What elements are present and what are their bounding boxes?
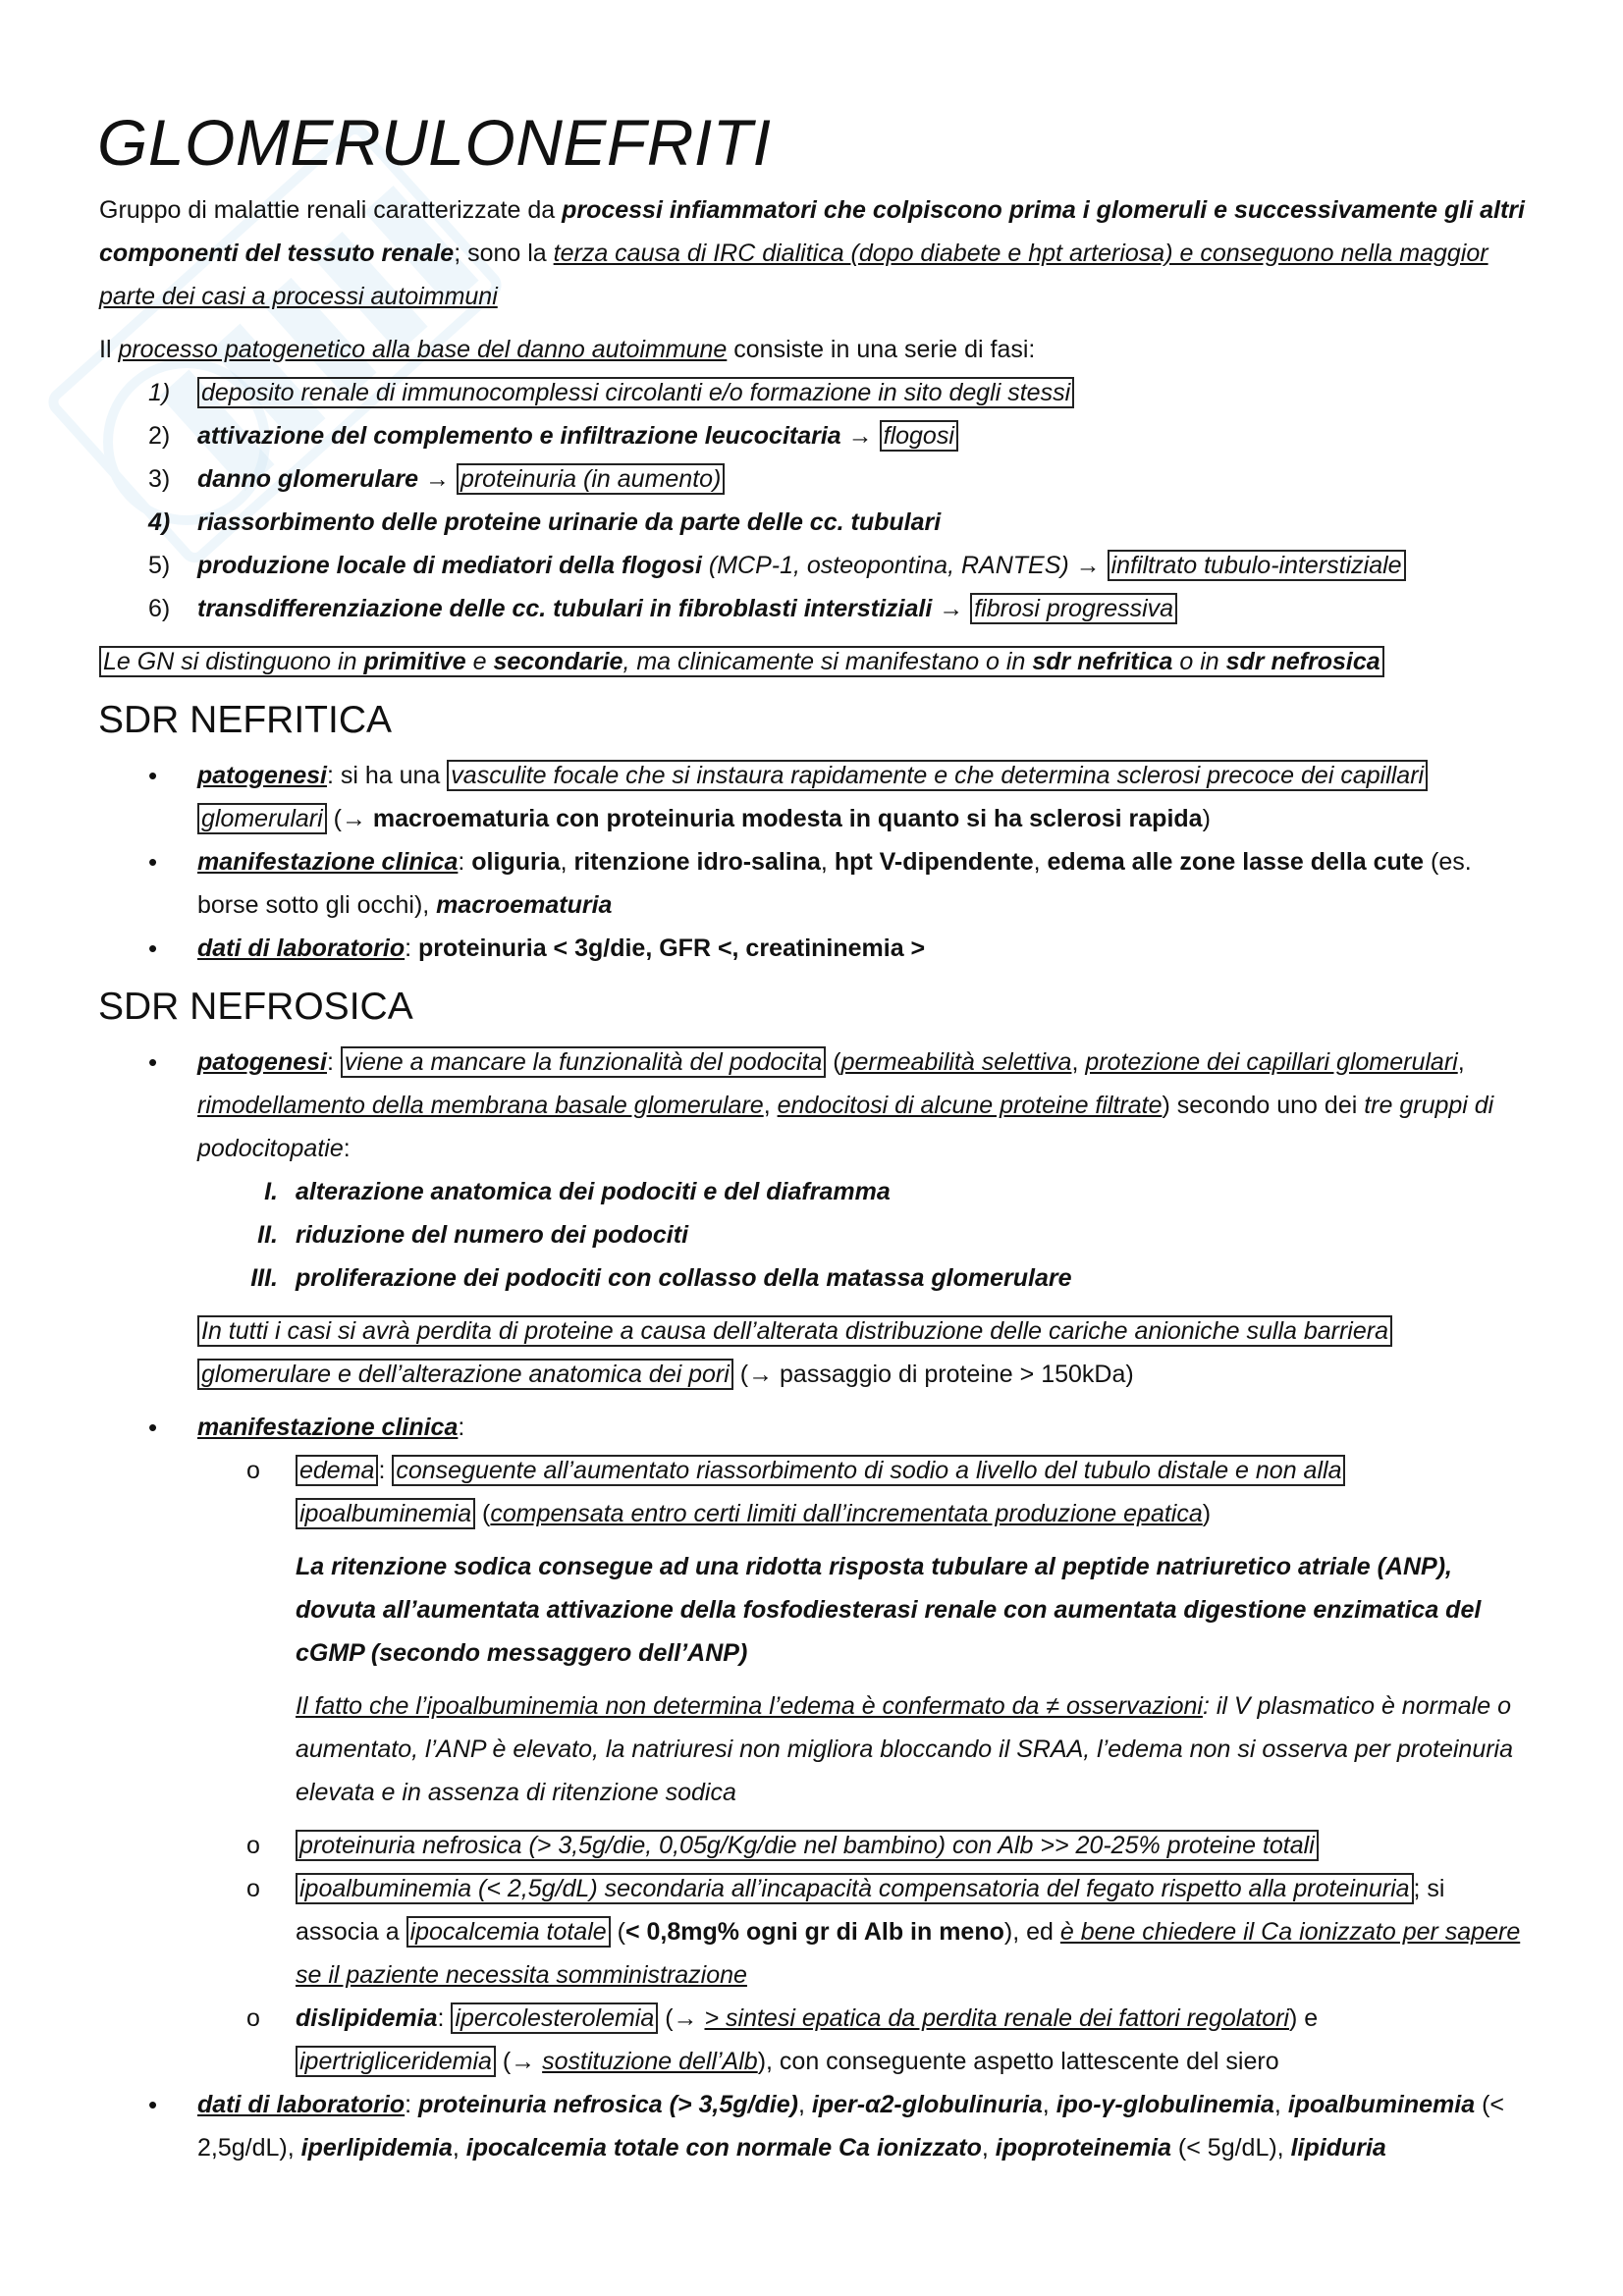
bullet-icon: • (148, 1413, 158, 1442)
nefrosica-clinica: • manifestazione clinica: (99, 1406, 1533, 1449)
section-heading-nefrosica: SDR NEFROSICA (98, 986, 413, 1028)
dislipidemia-item: o dislipidemia: ipercolesterolemia (→ > sintesi epatica da perdita renale dei fattori regolatori) e ipertrigliceridemia (→ sostituzione dell’Alb), con conseguente aspetto lattescente del siero (99, 1997, 1533, 2083)
nefrosica-patogenesi: • patogenesi: viene a mancare la funzionalità del podocita (permeabilità selettiva, protezione dei capillari glomerulari, rimodellamento della membrana basale glomerulare, endocitosi di alcune proteine filtrate) secondo uno dei tre gruppi di podocitopatie: (99, 1041, 1533, 1170)
list-item: 6) transdifferenziazione delle cc. tubulari in fibroblasti interstiziali → fibrosi progressiva (99, 587, 1533, 630)
bullet-icon: • (148, 761, 158, 790)
sub-bullet-icon: o (246, 1875, 260, 1902)
list-item: 4) riassorbimento delle proteine urinarie da parte delle cc. tubulari (148, 508, 942, 536)
bullet-icon: • (148, 934, 158, 963)
sub-bullet-icon: o (246, 1457, 260, 1484)
list-item: 1) deposito renale di immunocomplessi circolanti e/o formazione in sito degli stessi (99, 371, 1533, 414)
proteinuria-item: o proteinuria nefrosica (> 3,5g/die, 0,05g/Kg/die nel bambino) con Alb >> 20-25% proteine totali (99, 1824, 1533, 1867)
process-paragraph: Il processo patogenetico alla base del danno autoimmune consiste in una serie di fasi: (99, 336, 1036, 363)
nefrosica-protein-loss: In tutti i casi si avrà perdita di proteine a causa dell’alterata distribuzione delle cariche anioniche sulla barriera glomerulare e dell’alterazione anatomica dei pori (→ passaggio di proteine > 150kDa) (99, 1309, 1533, 1396)
list-item: I. alterazione anatomica dei podociti e del diaframma (264, 1178, 891, 1205)
document-content (99, 98, 1533, 2169)
list-item: 3) danno glomerulare → proteinuria (in aumento) (99, 457, 1533, 501)
sub-bullet-icon: o (246, 1832, 260, 1859)
edema-item: o edema : conseguente all’aumentato riassorbimento di sodio a livello del tubulo distale e non alla ipoalbuminemia (compensata entro certi limiti dall’incrementata produzione epatica) (99, 1449, 1533, 1535)
gn-classification: Le GN si distinguono in primitive e secondarie, ma clinicamente si manifestano o in sdr nefritica o in sdr nefrosica (99, 640, 1533, 683)
list-item: II. riduzione del numero dei podociti (257, 1221, 689, 1249)
ipoalbuminemia-note: Il fatto che l’ipoalbuminemia non determina l’edema è confermato da ≠ osservazioni: il V plasmatico è normale o aumentato, l’ANP è elevato, la natriuresi non migliora bloccando il SRAA, l’edema non si osserva per proteinuria elevata e in assenza di ritenzione sodica (296, 1692, 1514, 1806)
page-title: GLOMERULONEFRITI (97, 106, 772, 179)
nefritica-patogenesi: • patogenesi: si ha una vasculite focale che si instaura rapidamente e che determina sclerosi precoce dei capillari glomerulari (→ macroematuria con proteinuria modesta in quanto si ha sclerosi rapida) (99, 754, 1533, 840)
list-item: III. proliferazione dei podociti con collasso della matassa glomerulare (250, 1264, 1072, 1292)
sub-bullet-icon: o (246, 2004, 260, 2032)
anp-paragraph: La ritenzione sodica consegue ad una ridotta risposta tubulare al peptide natriuretico atriale (ANP), dovuta all’aumentata attivazione della fosfodiesterasi renale con aumentata digestione enzimatica del cGMP (secondo messaggero dell’ANP) (296, 1553, 1482, 1667)
intro-paragraph: Gruppo di malattie renali caratterizzate da processi infiammatori che colpiscono prima i glomeruli e successivamente gli altri componenti del tessuto renale; sono la terza causa di IRC dialitica (dopo diabete e hpt arteriosa) e conseguono nella maggior parte dei casi a processi autoimmuni (99, 196, 1525, 310)
list-item: 2) attivazione del complemento e infiltrazione leucocitaria → flogosi (99, 414, 1533, 457)
bullet-icon: • (148, 847, 158, 877)
list-item: 5) produzione locale di mediatori della flogosi (MCP-1, osteopontina, RANTES) → infiltrato tubulo-interstiziale (99, 544, 1533, 587)
phases-list (99, 371, 1533, 630)
nefritica-clinica: • manifestazione clinica: oliguria, ritenzione idro-salina, hpt V-dipendente, edema alle zone lasse della cute (es. borse sotto gli occhi), macroematuria (99, 840, 1533, 927)
ipoalbuminemia-item: o ipoalbuminemia (< 2,5g/dL) secondaria all’incapacità compensatoria del fegato rispetto alla proteinuria ; si associa a ipocalcemia totale (< 0,8mg% ogni gr di Alb in meno), ed è bene chiedere il Ca ionizzato per sapere se il paziente necessita somministrazione (99, 1867, 1533, 1997)
bullet-icon: • (148, 1047, 158, 1077)
bullet-icon: • (148, 2090, 158, 2119)
nefrosica-laboratorio: • dati di laboratorio: proteinuria nefrosica (> 3,5g/die), iper-α2-globulinuria, ipo-γ-globulinemia, ipoalbuminemia (< 2,5g/dL), iperlipidemia, ipocalcemia totale con normale Ca ionizzato, ipoproteinemia (< 5g/dL), lipiduria (99, 2083, 1533, 2169)
nefritica-laboratorio: • dati di laboratorio: proteinuria < 3g/die, GFR <, creatininemia > (99, 927, 1533, 970)
section-heading-nefritica: SDR NEFRITICA (98, 699, 393, 741)
